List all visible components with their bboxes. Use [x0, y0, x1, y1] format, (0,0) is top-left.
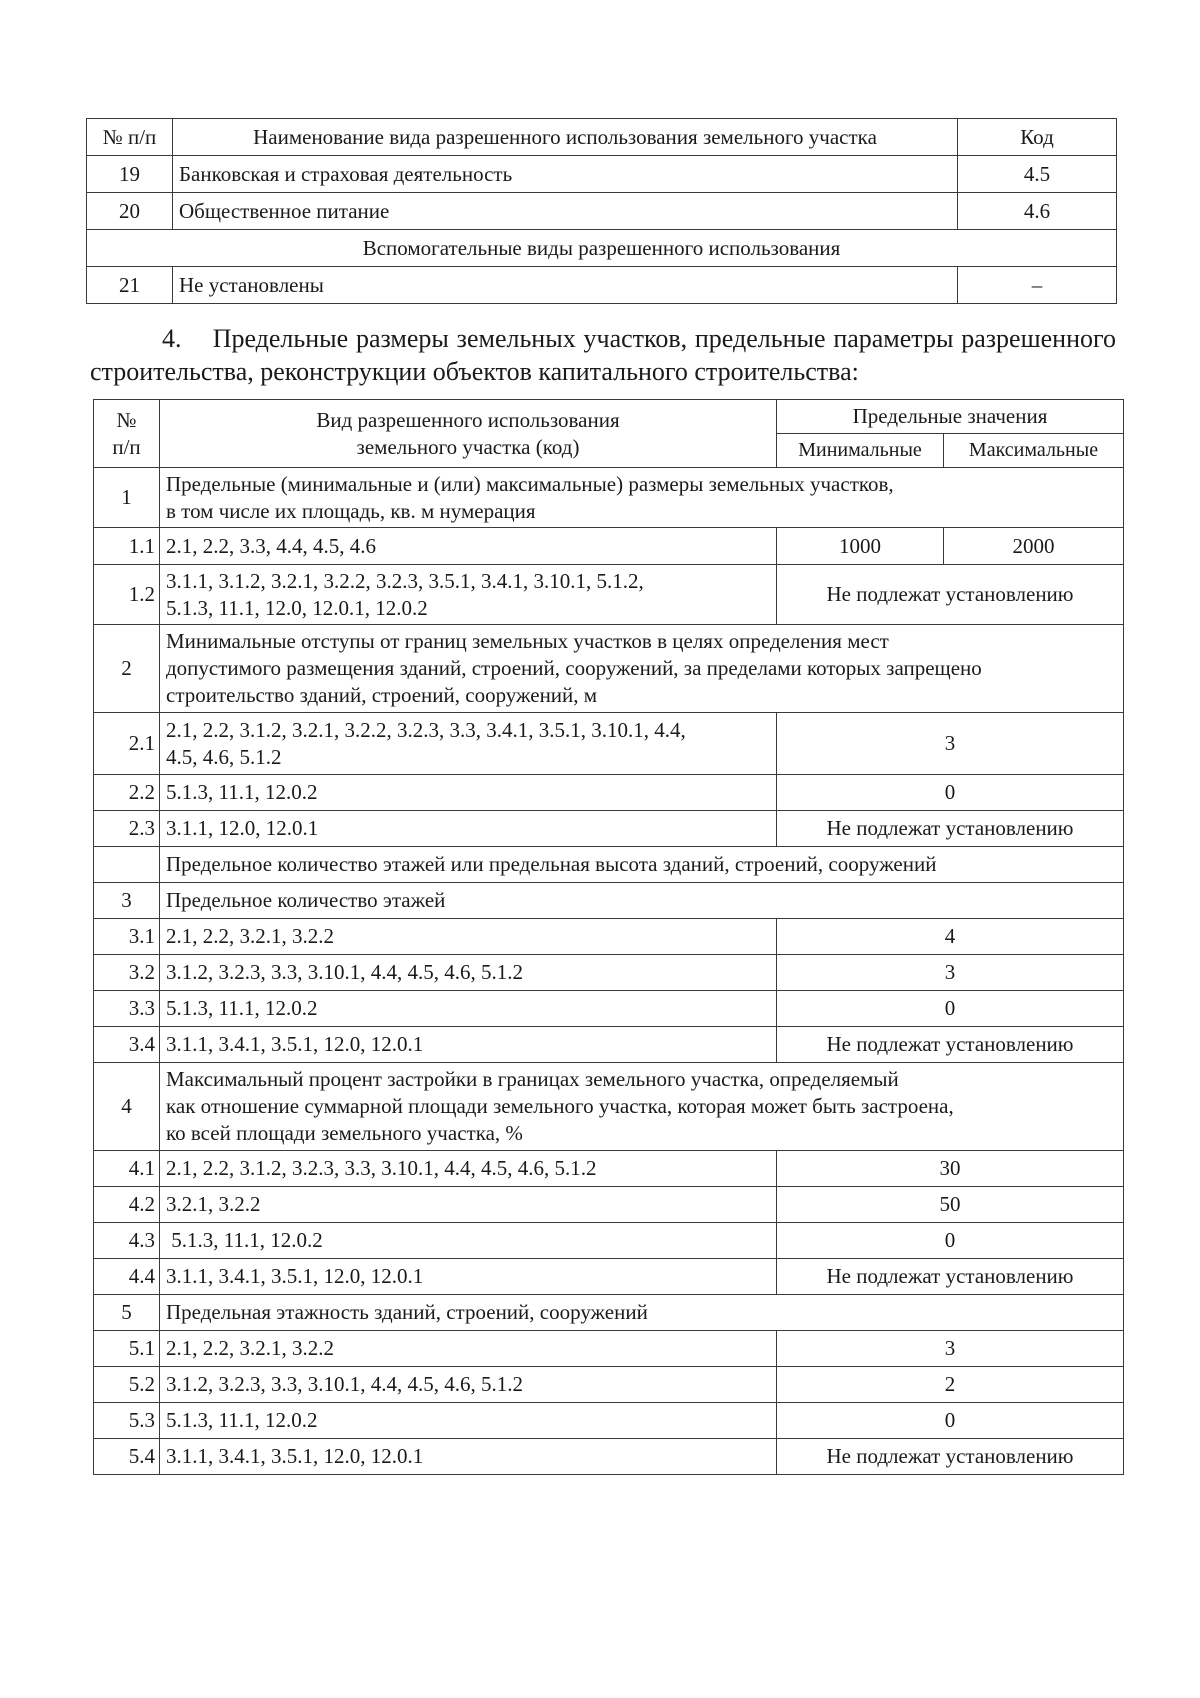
row-num: 1.2: [94, 565, 160, 625]
row-value: Не подлежат установлению: [777, 1027, 1124, 1063]
row-num: 3.3: [94, 991, 160, 1027]
row-num: 19: [87, 156, 173, 193]
header-min: Минимальные: [777, 434, 944, 468]
row-num: 5: [94, 1295, 160, 1331]
table-row: [94, 1187, 1124, 1223]
table-row: [94, 1259, 1124, 1295]
row-value: Не подлежат установлению: [777, 565, 1124, 625]
header-max: Максимальные: [944, 434, 1124, 468]
table-row: [94, 991, 1124, 1027]
row-name: Банковская и страховая деятельность: [173, 156, 958, 193]
section-number: 4.: [162, 324, 182, 353]
row-codes: 5.1.3, 11.1, 12.0.2: [160, 1223, 777, 1259]
header-kind: [160, 400, 777, 468]
row-value: Не подлежат установлению: [777, 1259, 1124, 1295]
group-row: [94, 625, 1124, 713]
group-row: [94, 883, 1124, 919]
row-num: 4.2: [94, 1187, 160, 1223]
row-code: 4.6: [958, 193, 1117, 230]
row-value: 3: [777, 713, 1124, 775]
row-value: 0: [777, 1403, 1124, 1439]
group-title: [160, 625, 1124, 713]
row-name: Не установлены: [173, 267, 958, 304]
row-max: 2000: [944, 528, 1124, 565]
row-codes: 3.1.2, 3.2.3, 3.3, 3.10.1, 4.4, 4.5, 4.6, 5.1.2: [160, 1367, 777, 1403]
row-num: 2.3: [94, 811, 160, 847]
group-title-line3: ко всей площади земельного участка, %: [166, 1121, 523, 1145]
group-title-line2: допустимого размещения зданий, строений, сооружений, за пределами которых запрещено: [166, 656, 982, 680]
header-num-line1: №: [116, 407, 137, 432]
table-row: [94, 919, 1124, 955]
row-value: 0: [777, 775, 1124, 811]
row-codes: 2.1, 2.2, 3.1.2, 3.2.3, 3.3, 3.10.1, 4.4, 4.5, 4.6, 5.1.2: [160, 1151, 777, 1187]
row-num: 5.2: [94, 1367, 160, 1403]
table-header-row: [87, 119, 1117, 156]
row-value: 0: [777, 1223, 1124, 1259]
row-value: 30: [777, 1151, 1124, 1187]
table-row: [94, 1367, 1124, 1403]
row-num: 2.2: [94, 775, 160, 811]
row-codes: [160, 713, 777, 775]
header-kind-line2: земельного участка (код): [356, 434, 580, 459]
table-row: [94, 565, 1124, 625]
section-title: Вспомогательные виды разрешенного использования: [87, 230, 1117, 267]
group-title: [160, 468, 1124, 528]
group-title-line2: как отношение суммарной площади земельного участка, которая может быть застроена,: [166, 1094, 954, 1118]
section-heading-text: Предельные размеры земельных участков, предельные параметры разрешенного строительства, реконструкции объектов капитального строительства:: [90, 324, 1117, 386]
row-min: 1000: [777, 528, 944, 565]
row-value: 0: [777, 991, 1124, 1027]
table-header-row: [94, 400, 1124, 434]
row-codes: 5.1.3, 11.1, 12.0.2: [160, 991, 777, 1027]
row-codes: 5.1.3, 11.1, 12.0.2: [160, 775, 777, 811]
row-num: 3: [94, 883, 160, 919]
row-num: 3.2: [94, 955, 160, 991]
table-row: [94, 1223, 1124, 1259]
table-row: [94, 1027, 1124, 1063]
row-codes: 3.2.1, 3.2.2: [160, 1187, 777, 1223]
row-codes: 3.1.1, 3.4.1, 3.5.1, 12.0, 12.0.1: [160, 1259, 777, 1295]
row-codes: [160, 565, 777, 625]
row-num: 2.1: [94, 713, 160, 775]
table-row: [94, 713, 1124, 775]
row-value: 2: [777, 1367, 1124, 1403]
row-value: 3: [777, 1331, 1124, 1367]
table-row: [87, 193, 1117, 230]
row-num: 3.4: [94, 1027, 160, 1063]
table-row: [94, 811, 1124, 847]
group-title: [160, 1063, 1124, 1151]
group-title: Предельное количество этажей или предельная высота зданий, строений, сооружений: [160, 847, 1124, 883]
row-value: 4: [777, 919, 1124, 955]
row-codes-line1: 3.1.1, 3.1.2, 3.2.1, 3.2.2, 3.2.3, 3.5.1, 3.4.1, 3.10.1, 5.1.2,: [166, 568, 644, 593]
header-name: Наименование вида разрешенного использования земельного участка: [173, 119, 958, 156]
row-num: 5.1: [94, 1331, 160, 1367]
row-codes-line2: 5.1.3, 11.1, 12.0, 12.0.1, 12.0.2: [166, 595, 428, 620]
table-row: [87, 156, 1117, 193]
row-codes-line1: 2.1, 2.2, 3.1.2, 3.2.1, 3.2.2, 3.2.3, 3.3, 3.4.1, 3.5.1, 3.10.1, 4.4,: [166, 717, 686, 742]
table-row: [94, 775, 1124, 811]
row-codes: 3.1.1, 3.4.1, 3.5.1, 12.0, 12.0.1: [160, 1027, 777, 1063]
row-num: [94, 847, 160, 883]
group-title-line2: в том числе их площадь, кв. м нумерация: [166, 498, 536, 523]
group-row: [94, 847, 1124, 883]
group-row: [94, 468, 1124, 528]
group-row: [94, 1063, 1124, 1151]
row-codes: 3.1.1, 3.4.1, 3.5.1, 12.0, 12.0.1: [160, 1439, 777, 1475]
row-value: Не подлежат установлению: [777, 811, 1124, 847]
row-num: 1: [94, 468, 160, 528]
section-row: [87, 230, 1117, 267]
row-codes: 3.1.1, 12.0, 12.0.1: [160, 811, 777, 847]
row-num: 1.1: [94, 528, 160, 565]
row-codes: 2.1, 2.2, 3.2.1, 3.2.2: [160, 1331, 777, 1367]
row-codes: 2.1, 2.2, 3.3, 4.4, 4.5, 4.6: [160, 528, 777, 565]
row-codes: 2.1, 2.2, 3.2.1, 3.2.2: [160, 919, 777, 955]
group-title-line1: Минимальные отступы от границ земельных участков в целях определения мест: [166, 629, 889, 653]
row-num: 3.1: [94, 919, 160, 955]
group-title: Предельная этажность зданий, строений, сооружений: [160, 1295, 1124, 1331]
table-row: [94, 955, 1124, 991]
row-num: 4.1: [94, 1151, 160, 1187]
group-title-line3: строительство зданий, строений, сооружений, м: [166, 683, 598, 707]
row-value: 3: [777, 955, 1124, 991]
group-row: [94, 1295, 1124, 1331]
group-title-line1: Предельные (минимальные и (или) максимальные) размеры земельных участков,: [166, 471, 894, 496]
table-row: [94, 1403, 1124, 1439]
group-title: Предельное количество этажей: [160, 883, 1124, 919]
land-use-types-table: [86, 118, 1117, 304]
row-num: 20: [87, 193, 173, 230]
header-num: № п/п: [87, 119, 173, 156]
table-row: [94, 1331, 1124, 1367]
row-codes: 3.1.2, 3.2.3, 3.3, 3.10.1, 4.4, 4.5, 4.6, 5.1.2: [160, 955, 777, 991]
row-codes-line2: 4.5, 4.6, 5.1.2: [166, 744, 282, 769]
row-codes: 5.1.3, 11.1, 12.0.2: [160, 1403, 777, 1439]
header-kind-line1: Вид разрешенного использования: [316, 407, 620, 432]
header-code: Код: [958, 119, 1117, 156]
table-row: [94, 1439, 1124, 1475]
row-num: 4.4: [94, 1259, 160, 1295]
row-name: Общественное питание: [173, 193, 958, 230]
header-num: [94, 400, 160, 468]
row-code: 4.5: [958, 156, 1117, 193]
row-value: 50: [777, 1187, 1124, 1223]
row-num: 4.3: [94, 1223, 160, 1259]
header-num-line2: п/п: [112, 434, 141, 459]
table-row: [94, 1151, 1124, 1187]
limits-table: [93, 399, 1124, 1475]
header-limits: Предельные значения: [777, 400, 1124, 434]
row-num: 5.4: [94, 1439, 160, 1475]
row-value: Не подлежат установлению: [777, 1439, 1124, 1475]
row-num: 21: [87, 267, 173, 304]
table-row: [94, 528, 1124, 565]
table-row: [87, 267, 1117, 304]
row-code: –: [958, 267, 1117, 304]
row-num: 5.3: [94, 1403, 160, 1439]
row-num: 4: [94, 1063, 160, 1151]
group-title-line1: Максимальный процент застройки в границах земельного участка, определяемый: [166, 1067, 899, 1091]
section-heading: [90, 322, 1116, 388]
row-num: 2: [94, 625, 160, 713]
